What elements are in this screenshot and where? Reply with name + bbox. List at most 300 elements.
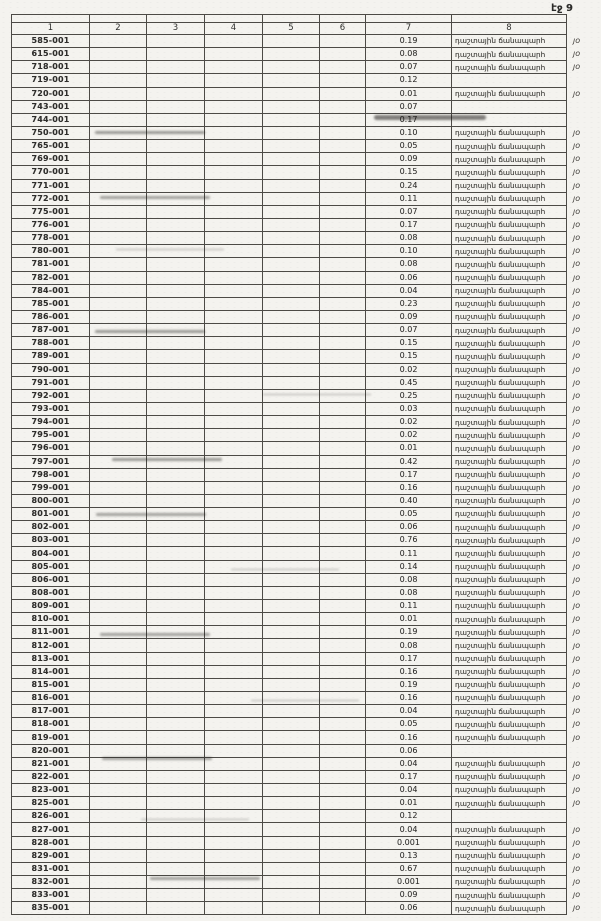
parcel-id-cell: 812-001 (12, 639, 90, 652)
land-type-cell: դաշտային ճանապարհ (452, 889, 567, 902)
note-gutter-header (567, 23, 597, 35)
empty-cell (320, 87, 366, 100)
parcel-id-cell: 811-001 (12, 626, 90, 639)
empty-cell (263, 692, 320, 705)
handwritten-note: յօ (573, 601, 581, 611)
area-value-cell: 0.02 (366, 429, 452, 442)
empty-cell (147, 705, 205, 718)
land-type-cell: դաշտային ճանապարհ (452, 192, 567, 205)
empty-cell (452, 15, 567, 23)
land-parcel-table (11, 14, 597, 915)
empty-cell (263, 140, 320, 153)
empty-cell (147, 15, 205, 23)
empty-cell (90, 784, 147, 797)
empty-cell (90, 744, 147, 757)
page-number-label: էջ 9 (551, 3, 573, 14)
area-value-cell: 0.08 (366, 573, 452, 586)
empty-cell (147, 87, 205, 100)
empty-cell (205, 324, 263, 337)
empty-cell (147, 718, 205, 731)
empty-cell (263, 560, 320, 573)
empty-cell (320, 705, 366, 718)
empty-cell (90, 731, 147, 744)
empty-cell (90, 547, 147, 560)
empty-cell (263, 481, 320, 494)
table-row (12, 324, 597, 337)
land-type-cell: դաշտային ճանապարհ (452, 284, 567, 297)
table-row (12, 126, 597, 139)
empty-cell (205, 218, 263, 231)
empty-cell (90, 442, 147, 455)
empty-cell (90, 586, 147, 599)
empty-cell (205, 862, 263, 875)
empty-cell (263, 192, 320, 205)
empty-cell (147, 626, 205, 639)
land-type-cell: դաշտային ճանապարհ (452, 442, 567, 455)
empty-cell (147, 350, 205, 363)
land-type-cell: դաշտային ճանապարհ (452, 389, 567, 402)
empty-cell (90, 494, 147, 507)
empty-cell (147, 902, 205, 915)
handwritten-note (567, 100, 597, 113)
empty-cell (263, 350, 320, 363)
table-top-strip (12, 15, 597, 23)
table-row (12, 402, 597, 415)
empty-cell (263, 494, 320, 507)
column-header: 7 (366, 23, 452, 35)
table-row (12, 705, 597, 718)
area-value-cell: 0.08 (366, 232, 452, 245)
table-row (12, 613, 597, 626)
empty-cell (90, 416, 147, 429)
empty-cell (320, 126, 366, 139)
empty-cell (320, 534, 366, 547)
land-type-cell: դաշտային ճանապարհ (452, 258, 567, 271)
land-type-cell: դաշտային ճանապարհ (452, 862, 567, 875)
empty-cell (90, 692, 147, 705)
empty-cell (320, 166, 366, 179)
land-type-cell: դաշտային ճանապարհ (452, 797, 567, 810)
table-row (12, 784, 597, 797)
table-row (12, 416, 597, 429)
handwritten-note: յօ (573, 719, 581, 729)
area-value-cell: 0.001 (366, 876, 452, 889)
handwritten-note: յօ (573, 574, 581, 584)
handwritten-note: յօ (573, 180, 581, 190)
area-value-cell: 0.06 (366, 902, 452, 915)
empty-cell (205, 678, 263, 691)
handwritten-note: յօ (573, 877, 581, 887)
empty-cell (90, 810, 147, 823)
empty-cell (263, 784, 320, 797)
empty-cell (147, 310, 205, 323)
empty-cell (205, 823, 263, 836)
handwritten-note: յօ (573, 771, 581, 781)
empty-cell (263, 534, 320, 547)
area-value-cell: 0.19 (366, 626, 452, 639)
handwritten-note: յօ (573, 298, 581, 308)
empty-cell (263, 297, 320, 310)
table-row (12, 205, 597, 218)
empty-cell (263, 521, 320, 534)
empty-cell (320, 113, 366, 126)
area-value-cell: 0.07 (366, 205, 452, 218)
empty-cell (263, 442, 320, 455)
empty-cell (263, 547, 320, 560)
parcel-id-cell: 831-001 (12, 862, 90, 875)
table-row (12, 455, 597, 468)
area-value-cell: 0.11 (366, 600, 452, 613)
handwritten-note: յօ (573, 338, 581, 348)
handwritten-note: յօ (573, 351, 581, 361)
empty-cell (147, 455, 205, 468)
handwritten-note: յօ (573, 890, 581, 900)
empty-cell (90, 600, 147, 613)
table-row (12, 179, 597, 192)
empty-cell (263, 770, 320, 783)
handwritten-note: յօ (573, 561, 581, 571)
handwritten-note: յօ (573, 509, 581, 519)
land-type-cell: դաշտային ճանապարհ (452, 166, 567, 179)
empty-cell (205, 508, 263, 521)
empty-cell (147, 770, 205, 783)
empty-cell (320, 481, 366, 494)
table-row (12, 744, 597, 757)
empty-cell (320, 810, 366, 823)
empty-cell (147, 284, 205, 297)
empty-cell (205, 113, 263, 126)
table-row (12, 153, 597, 166)
empty-cell (320, 376, 366, 389)
land-type-cell: դաշտային ճանապարհ (452, 692, 567, 705)
column-header: 4 (205, 23, 263, 35)
empty-cell (263, 678, 320, 691)
table-row (12, 310, 597, 323)
land-type-cell: դաշտային ճանապարհ (452, 508, 567, 521)
empty-cell (205, 757, 263, 770)
handwritten-note: յօ (573, 193, 581, 203)
parcel-id-cell: 771-001 (12, 179, 90, 192)
empty-cell (205, 521, 263, 534)
table-row (12, 87, 597, 100)
land-type-cell: դաշտային ճանապարհ (452, 534, 567, 547)
parcel-id-cell: 796-001 (12, 442, 90, 455)
parcel-id-cell: 789-001 (12, 350, 90, 363)
parcel-id-cell: 800-001 (12, 494, 90, 507)
parcel-id-cell: 826-001 (12, 810, 90, 823)
parcel-id-cell: 803-001 (12, 534, 90, 547)
empty-cell (320, 902, 366, 915)
land-type-cell (452, 100, 567, 113)
empty-cell (147, 271, 205, 284)
land-type-cell: դաշտային ճանապարհ (452, 678, 567, 691)
empty-cell (205, 153, 263, 166)
empty-cell (147, 416, 205, 429)
area-value-cell: 0.10 (366, 245, 452, 258)
empty-cell (320, 784, 366, 797)
handwritten-note: յօ (573, 522, 581, 532)
empty-cell (263, 429, 320, 442)
land-type-cell: դաշտային ճանապարհ (452, 665, 567, 678)
land-type-cell: դաշտային ճանապարհ (452, 48, 567, 61)
empty-cell (320, 744, 366, 757)
empty-cell (90, 876, 147, 889)
handwritten-note: յօ (573, 62, 581, 72)
handwritten-note: յօ (573, 443, 581, 453)
land-type-cell: դաշտային ճանապարհ (452, 823, 567, 836)
empty-cell (263, 166, 320, 179)
empty-cell (147, 48, 205, 61)
empty-cell (147, 573, 205, 586)
table-row (12, 218, 597, 231)
empty-cell (12, 15, 90, 23)
empty-cell (205, 402, 263, 415)
parcel-id-cell: 784-001 (12, 284, 90, 297)
land-type-cell: դաշտային ճանապարհ (452, 902, 567, 915)
empty-cell (320, 179, 366, 192)
area-value-cell: 0.24 (366, 179, 452, 192)
parcel-id-cell: 772-001 (12, 192, 90, 205)
parcel-id-cell: 780-001 (12, 245, 90, 258)
handwritten-note: յօ (573, 482, 581, 492)
empty-cell (320, 770, 366, 783)
parcel-id-cell: 788-001 (12, 337, 90, 350)
table-row (12, 35, 597, 48)
table-row (12, 876, 597, 889)
area-value-cell: 0.01 (366, 442, 452, 455)
empty-cell (320, 284, 366, 297)
empty-cell (147, 337, 205, 350)
land-type-cell: դաշտային ճանապարհ (452, 757, 567, 770)
parcel-id-cell: 815-001 (12, 678, 90, 691)
empty-cell (147, 179, 205, 192)
table-header (12, 15, 597, 35)
parcel-id-cell: 790-001 (12, 363, 90, 376)
land-type-cell: դաշտային ճանապարհ (452, 784, 567, 797)
empty-cell (147, 823, 205, 836)
area-value-cell: 0.11 (366, 547, 452, 560)
table-row (12, 74, 597, 87)
land-type-cell: դաշտային ճանապարհ (452, 297, 567, 310)
empty-cell (263, 416, 320, 429)
area-value-cell: 0.01 (366, 797, 452, 810)
empty-cell (147, 521, 205, 534)
handwritten-note: յօ (573, 220, 581, 230)
empty-cell (320, 15, 366, 23)
empty-cell (147, 192, 205, 205)
empty-cell (147, 547, 205, 560)
column-header: 3 (147, 23, 205, 35)
table-row (12, 61, 597, 74)
empty-cell (320, 350, 366, 363)
empty-cell (205, 889, 263, 902)
empty-cell (205, 876, 263, 889)
table-row (12, 573, 597, 586)
empty-cell (90, 113, 147, 126)
land-type-cell: դաշտային ճանապարհ (452, 271, 567, 284)
empty-cell (90, 100, 147, 113)
empty-cell (205, 626, 263, 639)
empty-cell (263, 376, 320, 389)
parcel-id-cell: 799-001 (12, 481, 90, 494)
empty-cell (205, 705, 263, 718)
empty-cell (90, 521, 147, 534)
handwritten-note: յօ (573, 88, 581, 98)
empty-cell (90, 678, 147, 691)
land-type-cell: դաշտային ճանապարհ (452, 429, 567, 442)
empty-cell (320, 494, 366, 507)
empty-cell (90, 350, 147, 363)
empty-cell (90, 192, 147, 205)
empty-cell (147, 613, 205, 626)
handwritten-note: յօ (573, 259, 581, 269)
empty-cell (205, 429, 263, 442)
empty-cell (90, 573, 147, 586)
area-value-cell: 0.45 (366, 376, 452, 389)
empty-cell (320, 718, 366, 731)
parcel-id-cell: 786-001 (12, 310, 90, 323)
empty-cell (90, 48, 147, 61)
empty-cell (147, 100, 205, 113)
column-header: 6 (320, 23, 366, 35)
land-type-cell: դաշտային ճանապարհ (452, 61, 567, 74)
empty-cell (90, 140, 147, 153)
empty-cell (205, 35, 263, 48)
table-row (12, 534, 597, 547)
empty-cell (320, 849, 366, 862)
area-value-cell: 0.67 (366, 862, 452, 875)
empty-cell (205, 692, 263, 705)
parcel-id-cell: 776-001 (12, 218, 90, 231)
table-row (12, 665, 597, 678)
empty-cell (90, 297, 147, 310)
table-row (12, 113, 597, 126)
empty-cell (263, 218, 320, 231)
empty-cell (205, 126, 263, 139)
land-type-cell: դաշտային ճանապարհ (452, 468, 567, 481)
empty-cell (320, 74, 366, 87)
empty-cell (205, 74, 263, 87)
parcel-id-cell: 744-001 (12, 113, 90, 126)
parcel-id-cell: 806-001 (12, 573, 90, 586)
empty-cell (147, 166, 205, 179)
parcel-id-cell: 816-001 (12, 692, 90, 705)
table-row (12, 797, 597, 810)
table-row (12, 350, 597, 363)
land-type-cell: դաշտային ճանապարհ (452, 232, 567, 245)
empty-cell (147, 560, 205, 573)
empty-cell (263, 389, 320, 402)
empty-cell (320, 389, 366, 402)
area-value-cell: 0.17 (366, 770, 452, 783)
empty-cell (90, 205, 147, 218)
empty-cell (263, 126, 320, 139)
handwritten-note: յօ (573, 824, 581, 834)
handwritten-note: յօ (573, 653, 581, 663)
column-header: 5 (263, 23, 320, 35)
area-value-cell: 0.23 (366, 297, 452, 310)
empty-cell (205, 337, 263, 350)
empty-cell (263, 652, 320, 665)
empty-cell (205, 586, 263, 599)
land-type-cell: դաշտային ճանապարհ (452, 245, 567, 258)
handwritten-note: յօ (573, 903, 581, 913)
parcel-id-cell: 805-001 (12, 560, 90, 573)
parcel-id-cell: 775-001 (12, 205, 90, 218)
empty-cell (205, 48, 263, 61)
empty-cell (205, 770, 263, 783)
empty-cell (320, 692, 366, 705)
empty-cell (147, 35, 205, 48)
empty-cell (90, 481, 147, 494)
empty-cell (205, 731, 263, 744)
parcel-id-cell: 793-001 (12, 402, 90, 415)
area-value-cell: 0.76 (366, 534, 452, 547)
table-row (12, 770, 597, 783)
empty-cell (205, 560, 263, 573)
parcel-id-cell: 828-001 (12, 836, 90, 849)
land-type-cell (452, 744, 567, 757)
empty-cell (205, 810, 263, 823)
parcel-id-cell: 819-001 (12, 731, 90, 744)
empty-cell (205, 442, 263, 455)
empty-cell (320, 442, 366, 455)
handwritten-note: յօ (573, 430, 581, 440)
handwritten-note: յօ (573, 837, 581, 847)
handwritten-note: յօ (573, 377, 581, 387)
area-value-cell: 0.17 (366, 652, 452, 665)
empty-cell (147, 363, 205, 376)
empty-cell (320, 271, 366, 284)
empty-cell (320, 639, 366, 652)
empty-cell (263, 337, 320, 350)
parcel-id-cell: 750-001 (12, 126, 90, 139)
empty-cell (147, 494, 205, 507)
empty-cell (320, 100, 366, 113)
empty-cell (90, 534, 147, 547)
empty-cell (263, 705, 320, 718)
table-row (12, 862, 597, 875)
parcel-id-cell: 791-001 (12, 376, 90, 389)
empty-cell (320, 889, 366, 902)
area-value-cell: 0.25 (366, 389, 452, 402)
empty-cell (205, 245, 263, 258)
parcel-id-cell: 720-001 (12, 87, 90, 100)
empty-cell (205, 271, 263, 284)
empty-cell (205, 797, 263, 810)
table-row (12, 521, 597, 534)
empty-cell (320, 245, 366, 258)
land-type-cell: դաշտային ճանապարհ (452, 87, 567, 100)
handwritten-note: յօ (573, 850, 581, 860)
land-type-cell: դաշտային ճանապարհ (452, 350, 567, 363)
empty-cell (90, 310, 147, 323)
empty-cell (320, 652, 366, 665)
parcel-id-cell: 827-001 (12, 823, 90, 836)
handwritten-note: յօ (573, 364, 581, 374)
empty-cell (263, 205, 320, 218)
empty-cell (320, 416, 366, 429)
empty-cell (320, 232, 366, 245)
parcel-id-cell: 718-001 (12, 61, 90, 74)
empty-cell (90, 258, 147, 271)
empty-cell (205, 665, 263, 678)
empty-cell (205, 613, 263, 626)
empty-cell (205, 284, 263, 297)
empty-cell (90, 218, 147, 231)
empty-cell (205, 15, 263, 23)
empty-cell (90, 889, 147, 902)
